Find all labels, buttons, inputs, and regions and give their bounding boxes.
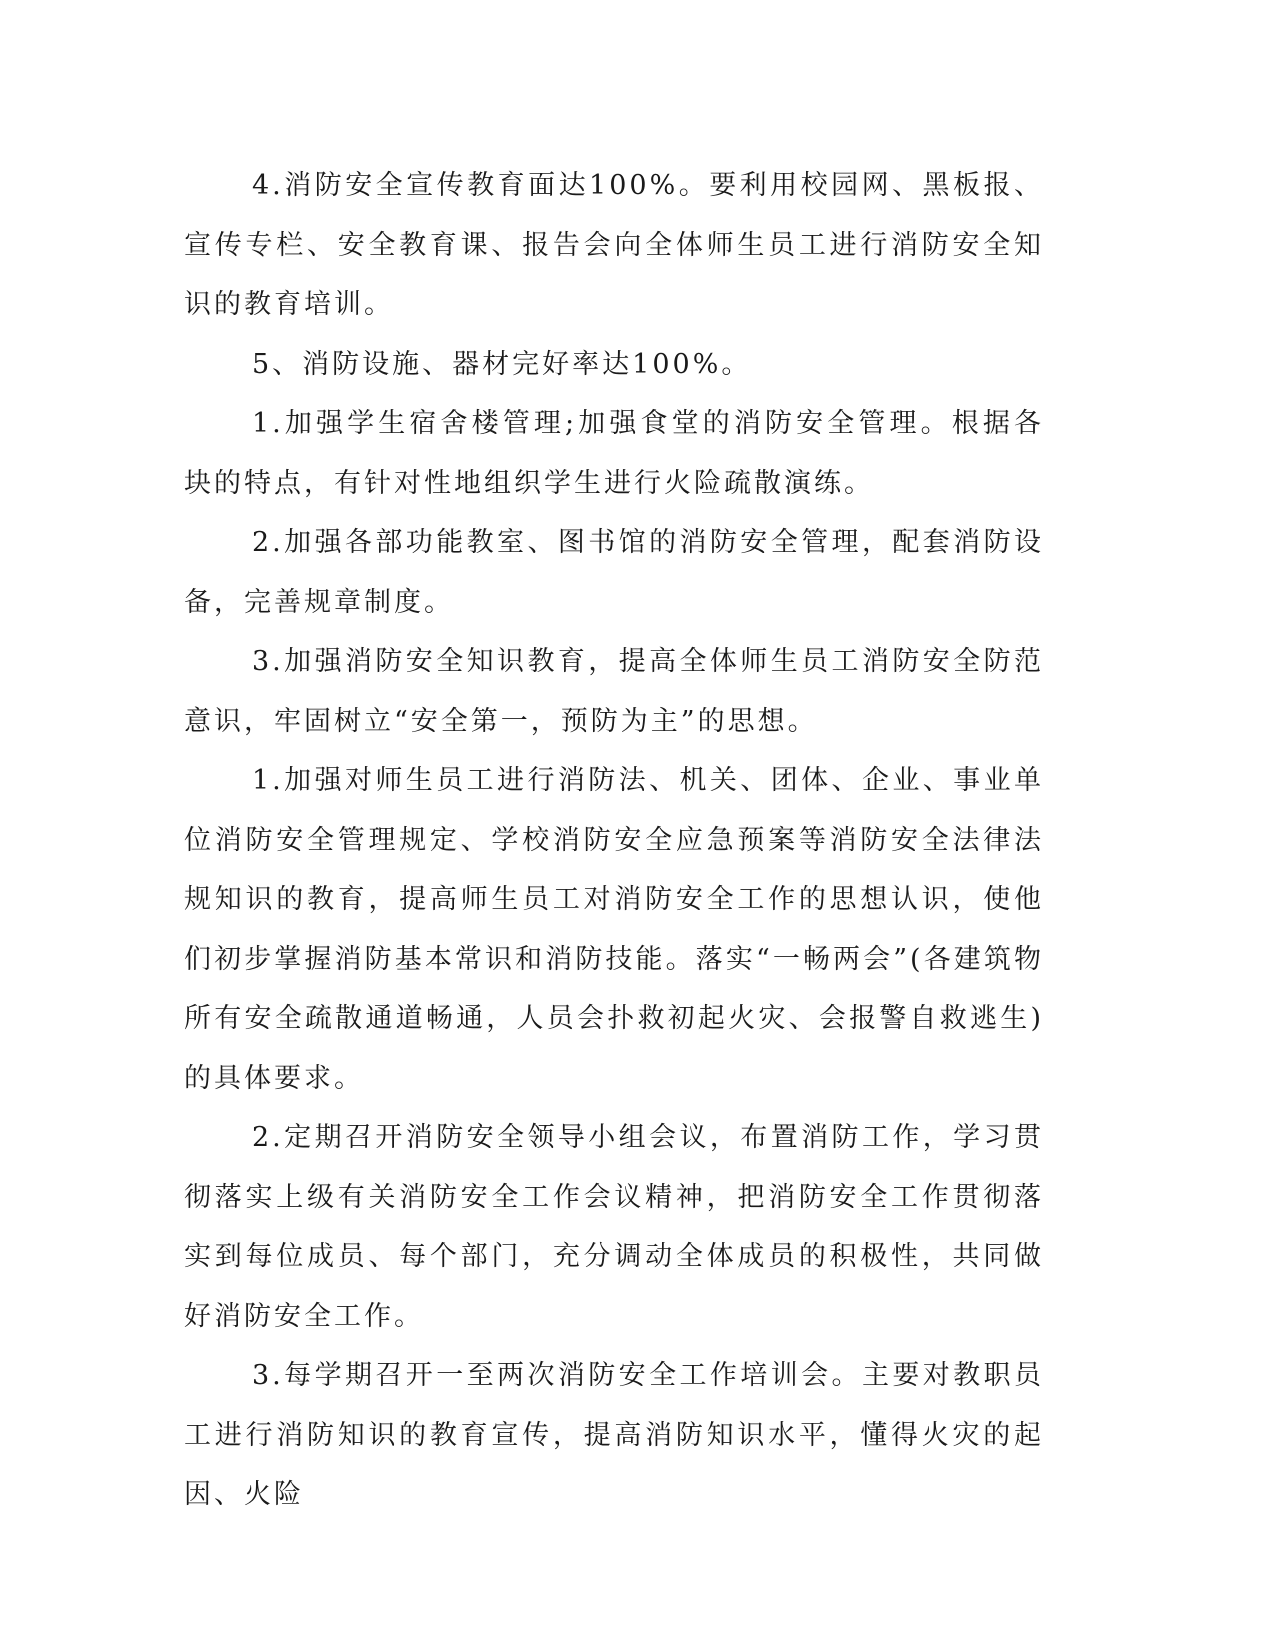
paragraph-leadership-meeting: 2.定期召开消防安全领导小组会议，布置消防工作，学习贯彻落实上级有关消防安全工作会议精神，把消防安全工作贯彻落实到每位成员、每个部门，充分调动全体成员的积极性，共同做好消防安全工作。 [184, 1122, 1044, 1332]
paragraph-classroom-library: 2.加强各部功能教室、图书馆的消防安全管理，配套消防设备，完善规章制度。 [184, 527, 1044, 618]
paragraph-dormitory-management: 1.加强学生宿舍楼管理;加强食堂的消防安全管理。根据各块的特点，有针对性地组织学生进行火险疏散演练。 [184, 408, 1044, 499]
paragraph-training-meeting: 3.每学期召开一至两次消防安全工作培训会。主要对教职员工进行消防知识的教育宣传，提高消防知识水平，懂得火灾的起因、火险 [184, 1360, 1044, 1510]
paragraph-equipment-rate: 5、消防设施、器材完好率达100%。 [252, 348, 752, 380]
paragraph-fire-education: 4.消防安全宣传教育面达100%。要利用校园网、黑板报、宣传专栏、安全教育课、报告会向全体师生员工进行消防安全知识的教育培训。 [184, 170, 1044, 320]
paragraph-law-education: 1.加强对师生员工进行消防法、机关、团体、企业、事业单位消防安全管理规定、学校消防安全应急预案等消防安全法律法规知识的教育，提高师生员工对消防安全工作的思想认识，使他们初步掌握消防基本常识和消防技能。落实“一畅两会”(各建筑物所有安全疏散通道畅通，人员会扑救初起火灾、会报警自救逃生)的具体要求。 [184, 765, 1044, 1094]
paragraph-safety-awareness: 3.加强消防安全知识教育，提高全体师生员工消防安全防范意识，牢固树立“安全第一，预防为主”的思想。 [184, 646, 1044, 737]
document-body [184, 156, 1044, 1525]
